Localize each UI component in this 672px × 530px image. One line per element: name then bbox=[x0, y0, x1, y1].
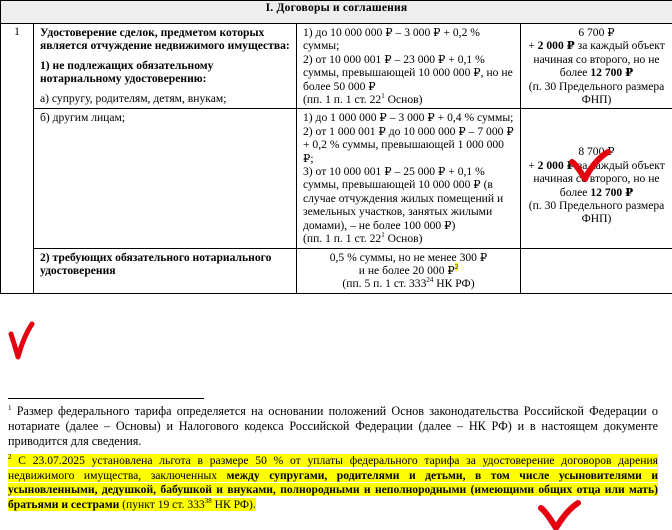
table-row bbox=[1, 24, 672, 109]
row2-rate-line: 2) от 1 000 001 ₽ до 10 000 000 ₽ – 7 000 ₽ + 0,2 % суммы, превышающей 1 000 000 ₽; bbox=[303, 124, 514, 165]
row1-rate-cell bbox=[297, 24, 521, 109]
footnote-1: $^1$ Размер федерального тарифа определяется на основании положений Основ законодательства Российской Федерации о нотариате (далее – Основы) и Налогового кодекса Российской Федерации (далее – НК РФ) и в настоящем документе приводится для сведения. bbox=[8, 403, 658, 448]
row1-item-a: а) супругу, родителям, детям, внукам; bbox=[40, 91, 227, 105]
row3-rate-a: 0,5 % суммы, но не менее 300 ₽ bbox=[329, 250, 488, 264]
row3-rate-reference: (пп. 5 п. 1 ст. $333^{24}$ НК РФ) bbox=[342, 276, 475, 291]
row1-title: Удостоверение сделок, предметом которых является отчуждение недвижимого имущества: bbox=[40, 26, 290, 53]
row1-rate-line: 1) до 10 000 000 ₽ – 3 000 ₽ + 0,2 % суммы; bbox=[303, 26, 480, 53]
row2-rate-reference: (пп. 1 п. 1 ст. $22^1$ Основ) bbox=[303, 231, 423, 246]
row1-tariff-note: (п. 30 Предельного размера ФНП) bbox=[528, 79, 665, 107]
footnote-divider bbox=[8, 398, 204, 399]
red-check-mark-icon bbox=[568, 148, 612, 184]
row2-tariff-base: 8 700 ₽ bbox=[578, 145, 615, 159]
footnote-2: $^2$ С 23.07.2025 установлена льгота в размере 50 % от уплаты федерального тарифа за удостоверение договоров дарения недвижимого имущества, заключенных между супругами, родителями и детьми, в том числе усыновителями и усыновленными, дедушкой, бабушкой и внуками, полнородными и неполнородными (имеющими общих отца или мать) братьями и сестрами (пункт 19 ст. $333^{38}$ НК РФ). bbox=[8, 453, 658, 511]
red-check-mark-icon bbox=[6, 320, 36, 362]
section-title: I. Договоры и соглашения bbox=[1, 1, 672, 24]
row3-title: 2) требующих обязательного нотариального удостоверения bbox=[40, 250, 272, 277]
row3-rate-cell bbox=[297, 248, 521, 293]
row3-rate-b: и не более 20 000 ₽$^2$ bbox=[358, 263, 459, 277]
red-check-mark-icon bbox=[536, 498, 582, 530]
row1-description-cell bbox=[34, 24, 297, 109]
row3-description-cell bbox=[34, 248, 297, 293]
table-row bbox=[1, 248, 672, 293]
row1-rate-line: 2) от 10 000 001 ₽ – 23 000 ₽ + 0,1 % суммы, превышающей 10 000 000 ₽, но не более 50 000 ₽ bbox=[303, 52, 513, 93]
row2-item-b: б) другим лицам; bbox=[40, 111, 126, 125]
row1-tariff-cell bbox=[521, 24, 672, 109]
row2-description-cell bbox=[34, 109, 297, 248]
row2-rate-line: 3) от 10 000 001 ₽ – 25 000 ₽ + 0,1 % суммы, превышающей 10 000 000 ₽ (в случае отчуждения жилых помещений и земельных участков, занятых жилыми домами), – не более 100 000 ₽) bbox=[303, 165, 504, 232]
row1-tariff-base: 6 700 ₽ bbox=[578, 26, 615, 39]
row-number: 1 bbox=[1, 24, 34, 294]
row2-rate-cell bbox=[297, 109, 521, 248]
row3-tariff-cell bbox=[521, 248, 672, 293]
row1-tariff-extra: + 2 000 ₽ за каждый объект начиная со второго, но не более 12 700 ₽ bbox=[528, 39, 665, 80]
row2-tariff-note: (п. 30 Предельного размера ФНП) bbox=[528, 199, 665, 226]
row2-rate-line: 1) до 1 000 000 ₽ – 3 000 ₽ + 0,4 % суммы; bbox=[303, 111, 514, 125]
row1-subtitle: 1) не подлежащих обязательному нотариальному удостоверению: bbox=[40, 58, 214, 86]
row2-tariff-extra: + 2 000 ₽ за каждый объект начиная со второго, но не более 12 700 ₽ bbox=[528, 158, 665, 199]
row1-rate-reference: (пп. 1 п. 1 ст. $22^1$ Основ) bbox=[303, 92, 423, 107]
